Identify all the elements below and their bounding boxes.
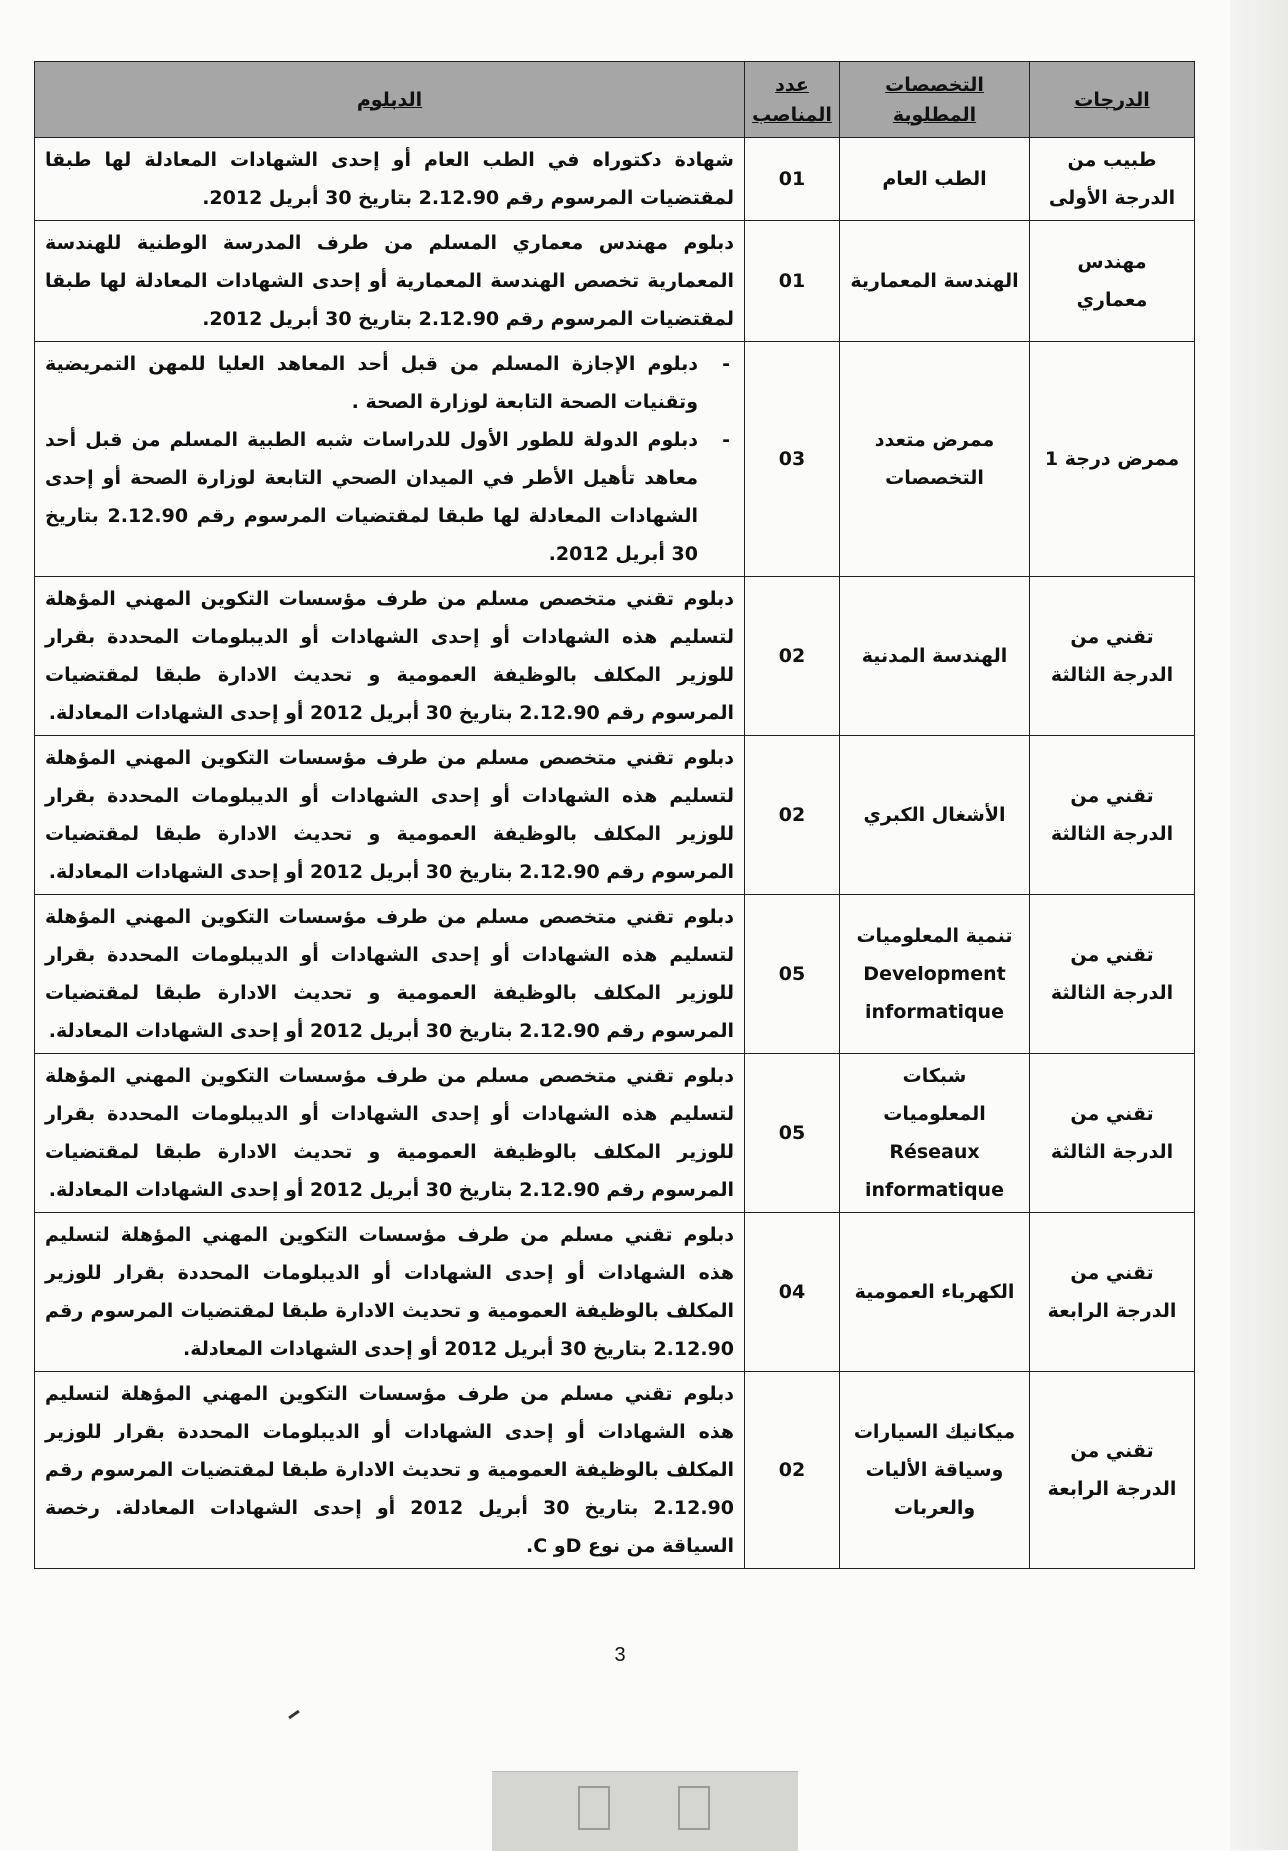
diploma-cell: دبلوم تقني متخصص مسلم من طرف مؤسسات التكوين المهني المؤهلة لتسليم هذه الشهادات أو إحدى الشهادات أو الديبلومات المحددة بقرار للوزير المكلف بالوظيفة العمومية و تحديث الادارة طبقا لمقتضيات المرسوم رقم 2.12.90 بتاريخ 30 أبريل 2012 أو إحدى الشهادات المعادلة. xyxy=(35,895,745,1054)
diploma-cell: شهادة دكتوراه في الطب العام أو إحدى الشهادات المعادلة لها طبقا لمقتضيات المرسوم رقم 2.12.90 بتاريخ 30 أبريل 2012. xyxy=(35,138,745,221)
diploma-cell: دبلوم تقني متخصص مسلم من طرف مؤسسات التكوين المهني المؤهلة لتسليم هذه الشهادات أو إحدى الشهادات أو الديبلومات المحددة بقرار للوزير المكلف بالوظيفة العمومية و تحديث الادارة طبقا لمقتضيات المرسوم رقم 2.12.90 بتاريخ 30 أبريل 2012 أو إحدى الشهادات المعادلة. xyxy=(35,736,745,895)
specialty-french: Development informatique xyxy=(863,963,1006,1023)
scanned-footer-strip xyxy=(492,1771,798,1851)
count-cell: 02 xyxy=(745,736,840,895)
diploma-cell: دبلوم تقني مسلم من طرف مؤسسات التكوين المهني المؤهلة لتسليم هذه الشهادات أو إحدى الشهادات أو الديبلومات المحددة بقرار للوزير المكلف بالوظيفة العمومية و تحديث الادارة طبقا لمقتضيات المرسوم رقم 2.12.90 بتاريخ 30 أبريل 2012 أو إحدى الشهادات المعادلة. xyxy=(35,1213,745,1372)
table-row xyxy=(35,736,1195,895)
diploma-cell xyxy=(35,342,745,577)
positions-table xyxy=(34,61,1195,1569)
count-cell: 01 xyxy=(745,221,840,342)
grade-cell: تقني من الدرجة الثالثة xyxy=(1030,895,1195,1054)
table-row xyxy=(35,1372,1195,1569)
table-row xyxy=(35,1213,1195,1372)
header-count: عدد المناصب xyxy=(745,62,840,138)
specialty-arabic: شبكات المعلوميات xyxy=(883,1065,986,1125)
grade-cell: تقني من الدرجة الرابعة xyxy=(1030,1372,1195,1569)
count-cell: 04 xyxy=(745,1213,840,1372)
specialty-cell: الهندسة المدنية xyxy=(840,577,1030,736)
table-row xyxy=(35,1054,1195,1213)
grade-cell: مهندس معماري xyxy=(1030,221,1195,342)
grade-cell: طبيب من الدرجة الأولى xyxy=(1030,138,1195,221)
diploma-cell: دبلوم تقني مسلم من طرف مؤسسات التكوين المهني المؤهلة لتسليم هذه الشهادات أو إحدى الشهادات أو الديبلومات المحددة بقرار للوزير المكلف بالوظيفة العمومية و تحديث الادارة طبقا لمقتضيات المرسوم رقم 2.12.90 بتاريخ 30 أبريل 2012 أو إحدى الشهادات المعادلة. رخصة السياقة من نوع Dو C. xyxy=(35,1372,745,1569)
table-row xyxy=(35,221,1195,342)
table-row xyxy=(35,138,1195,221)
count-cell: 05 xyxy=(745,895,840,1054)
grade-cell: ممرض درجة 1 xyxy=(1030,342,1195,577)
specialty-french: Réseaux informatique xyxy=(865,1141,1004,1201)
specialty-arabic: تنمية المعلوميات xyxy=(856,925,1013,947)
table-row xyxy=(35,342,1195,577)
header-diploma: الدبلوم xyxy=(35,62,745,138)
pen-stroke-mark xyxy=(288,1710,300,1719)
count-cell: 03 xyxy=(745,342,840,577)
diploma-cell: دبلوم مهندس معماري المسلم من طرف المدرسة الوطنية للهندسة المعمارية تخصص الهندسة المعمارية أو إحدى الشهادات المعادلة لها طبقا لمقتضيات المرسوم رقم 2.12.90 بتاريخ 30 أبريل 2012. xyxy=(35,221,745,342)
grade-cell: تقني من الدرجة الرابعة xyxy=(1030,1213,1195,1372)
count-cell: 01 xyxy=(745,138,840,221)
page-number: 3 xyxy=(614,1644,626,1666)
header-grade: الدرجات xyxy=(1030,62,1195,138)
grade-cell: تقني من الدرجة الثالثة xyxy=(1030,736,1195,895)
specialty-cell: الطب العام xyxy=(840,138,1030,221)
count-cell: 02 xyxy=(745,1372,840,1569)
header-specialty: التخصصات المطلوبة xyxy=(840,62,1030,138)
table-header-row xyxy=(35,62,1195,138)
specialty-cell: الأشغال الكبري xyxy=(840,736,1030,895)
diploma-cell: دبلوم تقني متخصص مسلم من طرف مؤسسات التكوين المهني المؤهلة لتسليم هذه الشهادات أو إحدى الشهادات أو الديبلومات المحددة بقرار للوزير المكلف بالوظيفة العمومية و تحديث الادارة طبقا لمقتضيات المرسوم رقم 2.12.90 بتاريخ 30 أبريل 2012 أو إحدى الشهادات المعادلة. xyxy=(35,1054,745,1213)
grade-cell: تقني من الدرجة الثالثة xyxy=(1030,577,1195,736)
specialty-cell: الكهرباء العمومية xyxy=(840,1213,1030,1372)
count-cell: 05 xyxy=(745,1054,840,1213)
count-cell: 02 xyxy=(745,577,840,736)
specialty-cell: ممرض متعدد التخصصات xyxy=(840,342,1030,577)
footer-emblem-icon xyxy=(578,1786,610,1830)
specialty-cell: ميكانيك السيارات وسياقة الأليات والعربات xyxy=(840,1372,1030,1569)
table-row xyxy=(35,895,1195,1054)
specialty-cell: الهندسة المعمارية xyxy=(840,221,1030,342)
grade-cell: تقني من الدرجة الثالثة xyxy=(1030,1054,1195,1213)
specialty-cell xyxy=(840,895,1030,1054)
scan-edge xyxy=(1230,0,1288,1850)
table-row xyxy=(35,577,1195,736)
specialty-cell xyxy=(840,1054,1030,1213)
diploma-list-item: - دبلوم الدولة للطور الأول للدراسات شبه الطبية المسلم من قبل أحد معاهد تأهيل الأطر في الميدان الصحي التابعة لوزارة الصحة أو إحدى الشهادات المعادلة لها طبقا لمقتضيات المرسوم رقم 2.12.90 بتاريخ 30 أبريل 2012. xyxy=(45,421,734,573)
diploma-list xyxy=(45,345,734,573)
footer-emblem-icon xyxy=(678,1786,710,1830)
diploma-cell: دبلوم تقني متخصص مسلم من طرف مؤسسات التكوين المهني المؤهلة لتسليم هذه الشهادات أو إحدى الشهادات أو الديبلومات المحددة بقرار للوزير المكلف بالوظيفة العمومية و تحديث الادارة طبقا لمقتضيات المرسوم رقم 2.12.90 بتاريخ 30 أبريل 2012 أو إحدى الشهادات المعادلة. xyxy=(35,577,745,736)
diploma-list-item: - دبلوم الإجازة المسلم من قبل أحد المعاهد العليا للمهن التمريضية وتقنيات الصحة التابعة لوزارة الصحة . xyxy=(45,345,734,421)
